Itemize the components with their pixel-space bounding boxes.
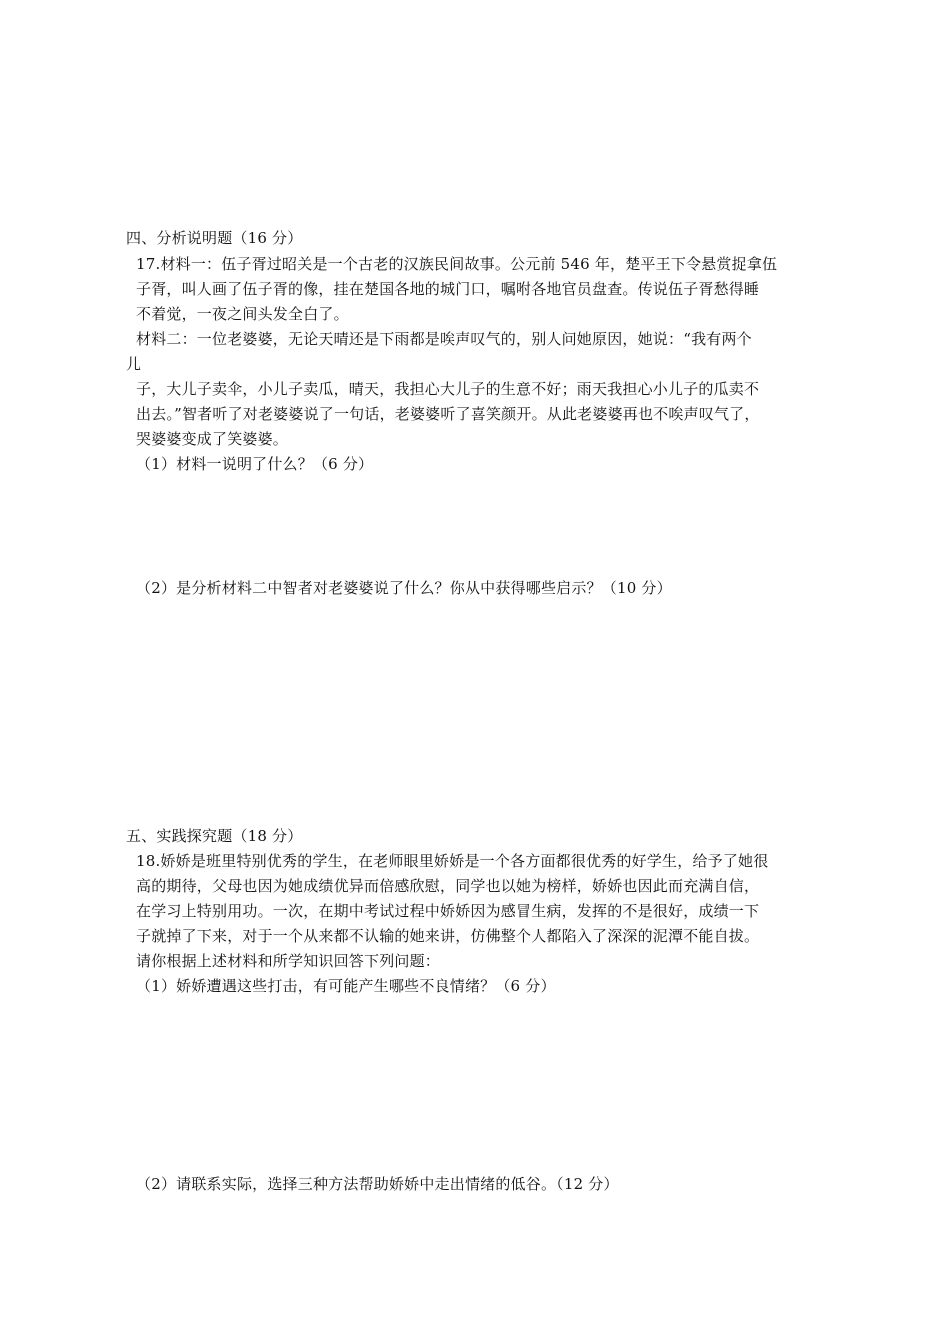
q17-subquestion-1: （1）材料一说明了什么？（6 分） — [136, 455, 374, 473]
q18-subquestion-1: （1）娇娇遭遇这些打击，有可能产生哪些不良情绪？（6 分） — [136, 977, 556, 995]
q17-line-8: 哭婆婆变成了笑婆婆。 — [136, 430, 289, 448]
q17-line-6: 子，大儿子卖伞，小儿子卖瓜，晴天，我担心大儿子的生意不好；雨天我担心小儿子的瓜卖不 — [136, 380, 760, 398]
q17-line-1: 17.材料一：伍子胥过昭关是一个古老的汉族民间故事。公元前 546 年，楚平王下令悬赏捉拿伍 — [136, 255, 778, 273]
q18-line-2: 高的期待，父母也因为她成绩优异而倍感欣慰，同学也以她为榜样，娇娇也因此而充满自信， — [136, 877, 760, 895]
q17-line-5: 儿 — [126, 355, 142, 373]
section5-heading: 五、实践探究题（18 分） — [126, 827, 303, 845]
q17-subquestion-2: （2）是分析材料二中智者对老婆婆说了什么？你从中获得哪些启示？（10 分） — [136, 579, 672, 597]
q18-subquestion-2: （2）请联系实际，选择三种方法帮助娇娇中走出情绪的低谷。（12 分） — [136, 1175, 619, 1193]
q18-line-3: 在学习上特别用功。一次，在期中考试过程中娇娇因为感冒生病，发挥的不是很好，成绩一下 — [136, 902, 760, 920]
q17-line-2: 子胥，叫人画了伍子胥的像，挂在楚国各地的城门口，嘱咐各地官员盘查。传说伍子胥愁得睡 — [136, 280, 760, 298]
section4-heading: 四、分析说明题（16 分） — [126, 229, 303, 247]
q17-line-3: 不着觉，一夜之间头发全白了。 — [136, 305, 349, 323]
q18-line-5: 请你根据上述材料和所学知识回答下列问题： — [136, 952, 441, 970]
q18-line-4: 子就掉了下来，对于一个从来都不认输的她来讲，仿佛整个人都陷入了深深的泥潭不能自拔。 — [136, 927, 760, 945]
q18-line-1: 18.娇娇是班里特别优秀的学生，在老师眼里娇娇是一个各方面都很优秀的好学生，给予了她很 — [136, 852, 769, 870]
q17-line-7: 出去。”智者听了对老婆婆说了一句话，老婆婆听了喜笑颜开。从此老婆婆再也不唉声叹气了， — [136, 405, 760, 423]
q17-line-4: 材料二：一位老婆婆，无论天晴还是下雨都是唉声叹气的，别人问她原因，她说：“我有两个 — [136, 330, 752, 348]
